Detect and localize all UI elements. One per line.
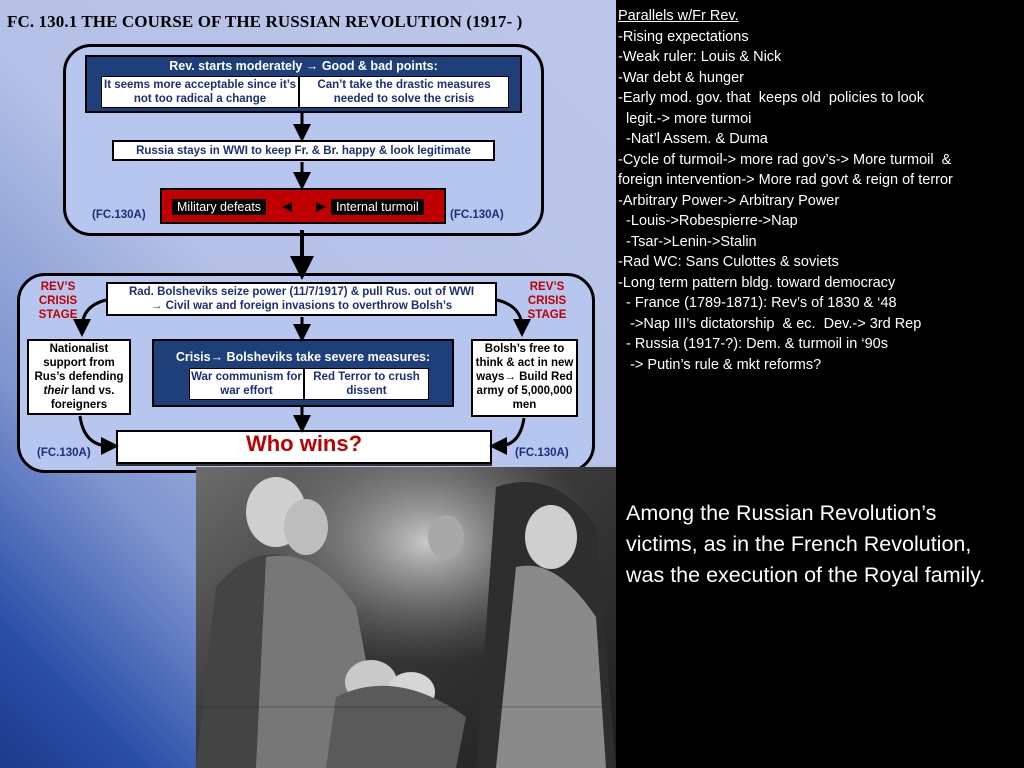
- nationalist-support-box: Nationalist support from Rus’s defending their land vs. foreigners: [27, 339, 131, 415]
- parallels-line: -Rad WC: Sans Culottes & soviets: [618, 254, 839, 270]
- parallels-line: -> Putin’s rule & mkt reforms?: [618, 356, 822, 373]
- parallels-line: ->Nap III’s dictatorship & ec. Dev.-> 3rd Rep: [618, 315, 922, 332]
- crisis-measures-box: [152, 339, 454, 407]
- parallels-line: -Weak ruler: Louis & Nick: [618, 49, 782, 65]
- bolsheviks-seize-line1: Rad. Bolsheviks seize power (11/7/1917) & pull Rus. out of WWI: [128, 286, 475, 298]
- parallels-line: - Russia (1917-?): Dem. & turmoil in ‘90s: [618, 336, 888, 352]
- parallels-line: -War debt & hunger: [618, 69, 744, 86]
- parallels-line: legit.-> more turmoi: [618, 110, 752, 127]
- parallels-line: -Arbitrary Power-> Arbitrary Power: [618, 192, 840, 209]
- fc-ref-top-left[interactable]: (FC.130A): [92, 209, 146, 221]
- moderate-start-header: Rev. starts moderately → Good & bad points:: [169, 59, 438, 73]
- fc-ref-top-right[interactable]: (FC.130A): [450, 209, 504, 221]
- crisis-measures-header: Crisis→ Bolsheviks take severe measures:: [175, 350, 431, 364]
- bolsheviks-seize-box: [106, 282, 497, 316]
- nationalist-emphasis: their: [43, 385, 69, 397]
- internal-turmoil-label: Internal turmoil: [331, 199, 424, 215]
- parallels-line: -Nat’l Assem. & Duma: [618, 131, 768, 147]
- photo-caption: Among the Russian Revolution’s victims, as in the French Revolution, was the execution of the Royal family.: [626, 501, 986, 587]
- red-terror-cell: Red Terror to crush dissent: [304, 368, 429, 400]
- fc-ref-bottom-left[interactable]: (FC.130A): [37, 447, 91, 459]
- parallels-line: -Early mod. gov. that keeps old policies to look: [618, 90, 924, 106]
- moderate-start-box: [85, 55, 522, 113]
- parallels-heading: Parallels w/Fr Rev.: [618, 8, 739, 24]
- parallels-line: -Louis->Robespierre->Nap: [618, 213, 798, 229]
- bolsh-free-box: Bolsh’s free to think & act in new ways→ Build Red army of 5,000,000 men: [471, 339, 578, 417]
- slide-title: FC. 130.1 THE COURSE OF THE RUSSIAN REVOLUTION (1917- ): [7, 12, 523, 31]
- bolsheviks-seize-line2: → Civil war and foreign invasions to overthrow Bolsh’s: [150, 300, 453, 312]
- crisis-stage-left: REV’S CRISIS STAGE: [38, 281, 78, 321]
- war-communism-cell: War communism for war effort: [189, 368, 304, 400]
- parallels-list: [618, 6, 1022, 375]
- fc-ref-bottom-right[interactable]: (FC.130A): [515, 447, 569, 459]
- military-defeats-label: Military defeats: [172, 199, 266, 215]
- bad-point-cell: Can’t take the drastic measures needed to solve the crisis: [299, 76, 509, 108]
- parallels-line: foreign intervention-> More rad govt & reign of terror: [618, 172, 953, 188]
- crisis-stage-right: REV’S CRISIS STAGE: [527, 281, 567, 321]
- wwi-box: Russia stays in WWI to keep Fr. & Br. happy & look legitimate: [112, 140, 495, 161]
- royal-family-execution-image: [196, 467, 616, 768]
- parallels-line: -Tsar->Lenin->Stalin: [618, 233, 757, 250]
- parallels-line: -Rising expectations: [618, 28, 749, 45]
- who-wins-label: Who wins?: [245, 431, 363, 456]
- parallels-line: - France (1789-1871): Rev’s of 1830 & ‘48: [618, 295, 897, 311]
- parallels-line: -Cycle of turmoil-> more rad gov’s-> More turmoil &: [618, 151, 952, 168]
- parallels-line: -Long term pattern bldg. toward democracy: [618, 274, 896, 291]
- good-point-cell: It seems more acceptable since it’s not too radical a change: [101, 76, 299, 108]
